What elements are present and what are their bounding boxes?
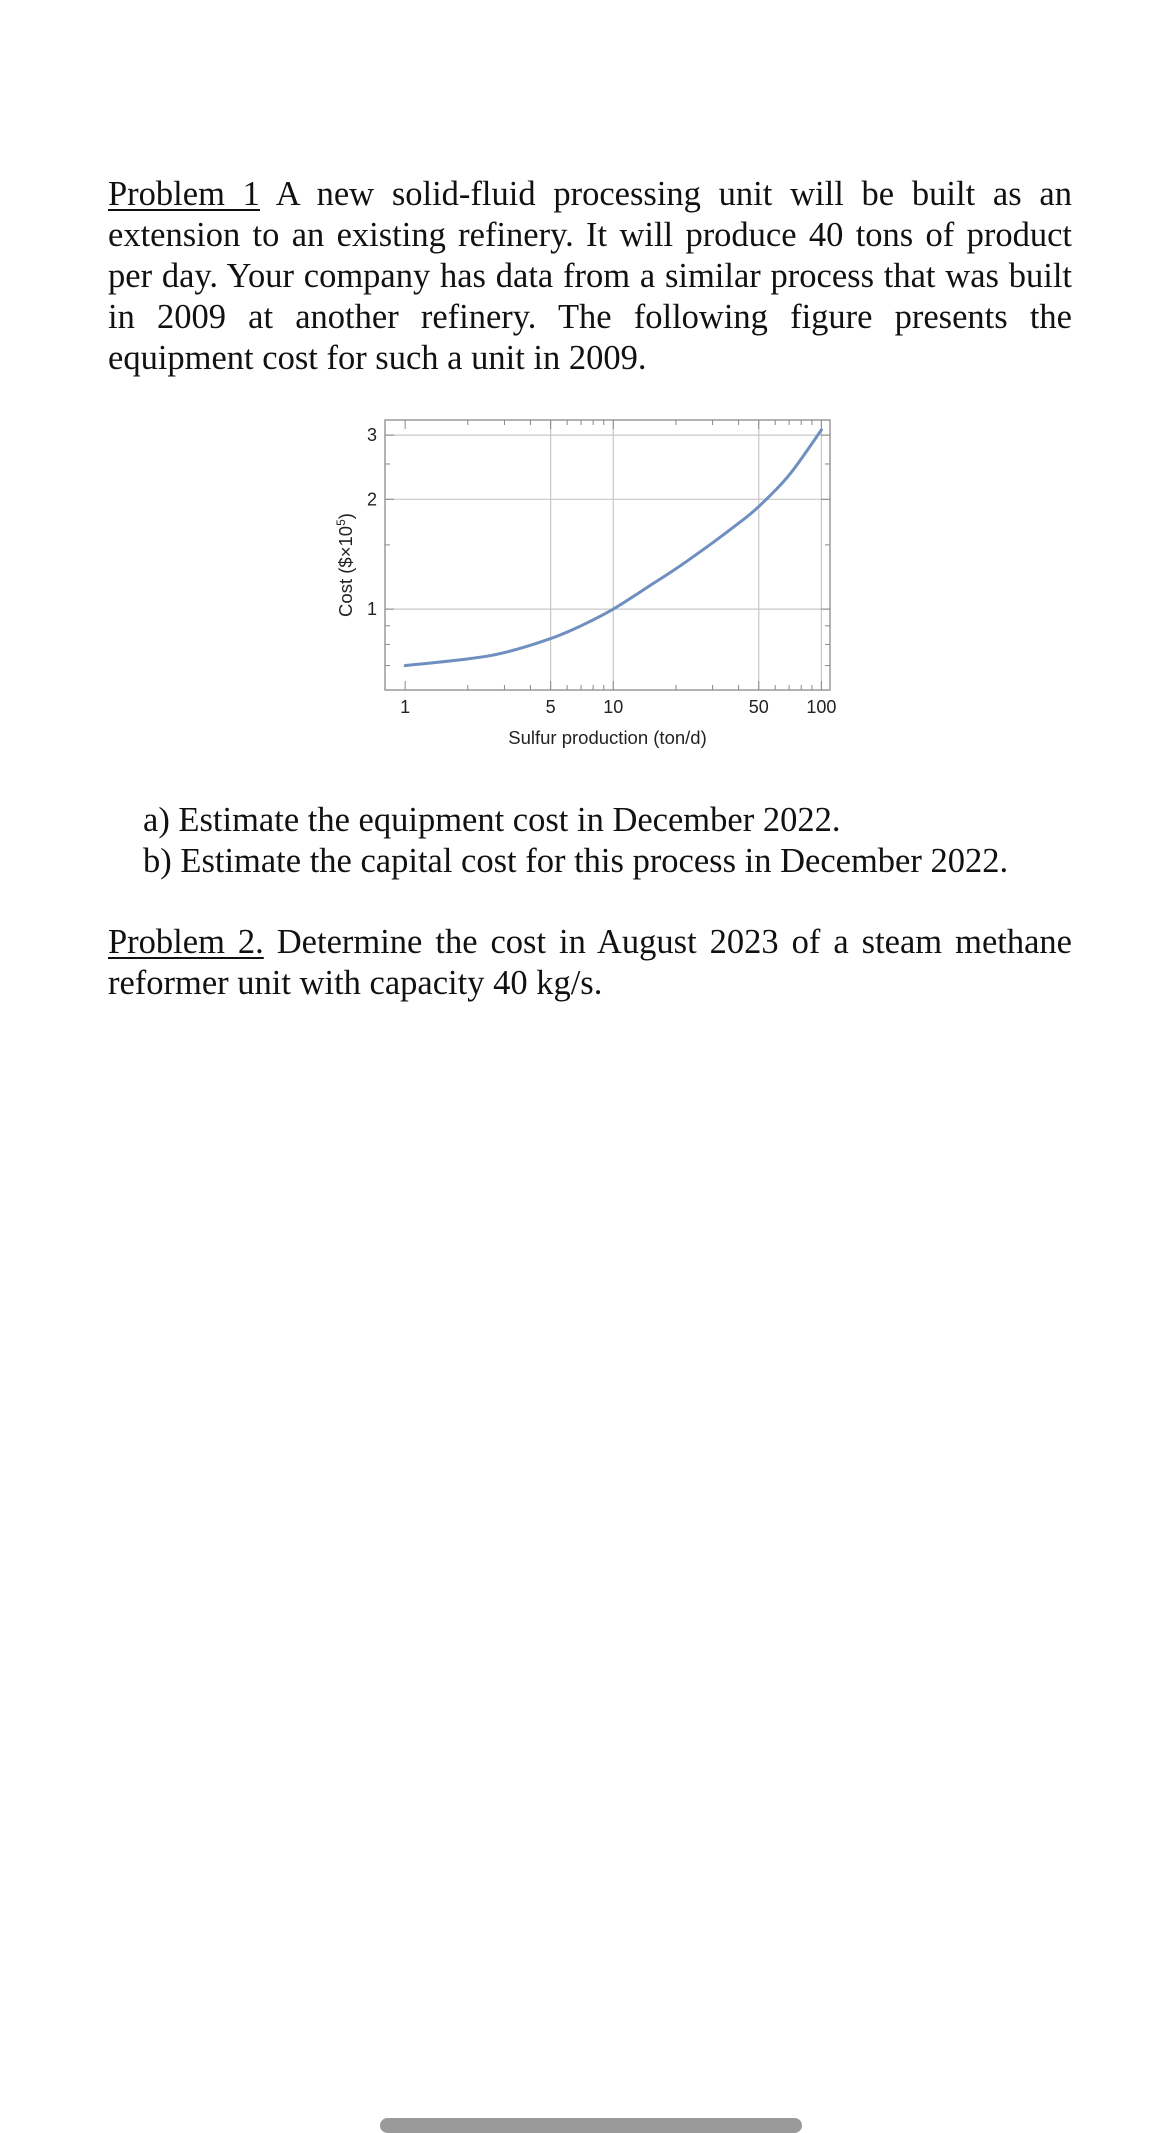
- y-tick-label-1: 1: [366, 599, 377, 620]
- problem-2-label: Problem 2.: [108, 923, 264, 961]
- subpart-a: a) Estimate the equipment cost in December 2022.: [143, 801, 841, 839]
- plot-frame: [385, 420, 830, 690]
- grid-lines: [385, 420, 830, 690]
- problem-2-body: Determine the cost in August 2023 of a steam methane reformer unit with capacity 40 kg/s.: [108, 923, 1072, 1002]
- y-tick-label-2: 2: [366, 489, 377, 510]
- y-axis-label-prefix: Cost ($×10: [335, 525, 356, 617]
- axis-ticks: [385, 420, 830, 690]
- y-axis-label: [334, 513, 356, 617]
- x-tick-label-100: 100: [806, 697, 837, 717]
- x-tick-label-10: 10: [603, 697, 624, 717]
- y-axis-label-exponent: 5: [334, 519, 348, 526]
- problem-2-text: [108, 922, 1072, 1004]
- x-tick-label-5: 5: [545, 697, 556, 717]
- x-tick-label-50: 50: [748, 697, 769, 717]
- problem-1-label: Problem 1: [108, 175, 260, 213]
- home-indicator-bar[interactable]: [380, 2118, 802, 2133]
- cost-chart: [320, 410, 860, 770]
- problem-1-subparts: [143, 800, 1043, 882]
- problem-1-text: [108, 174, 1072, 379]
- y-axis-label-suffix: ): [335, 513, 356, 520]
- x-axis-label: Sulfur production (ton/d): [508, 727, 707, 748]
- cost-chart-svg: [320, 410, 860, 770]
- y-tick-labels: [367, 425, 377, 619]
- problem-1-body: A new solid-fluid processing unit will be built as an extension to an existing refinery. It will produce 40 tons of product per day. Your company has data from a similar process that was built in 2009 at another refinery. The following figure presents the equipment cost for such a unit in 2009.: [108, 175, 1072, 377]
- x-tick-label-1: 1: [400, 697, 411, 717]
- subpart-b: b) Estimate the capital cost for this process in December 2022.: [143, 842, 1009, 880]
- y-tick-label-3: 3: [366, 425, 377, 446]
- x-tick-labels: [400, 697, 836, 717]
